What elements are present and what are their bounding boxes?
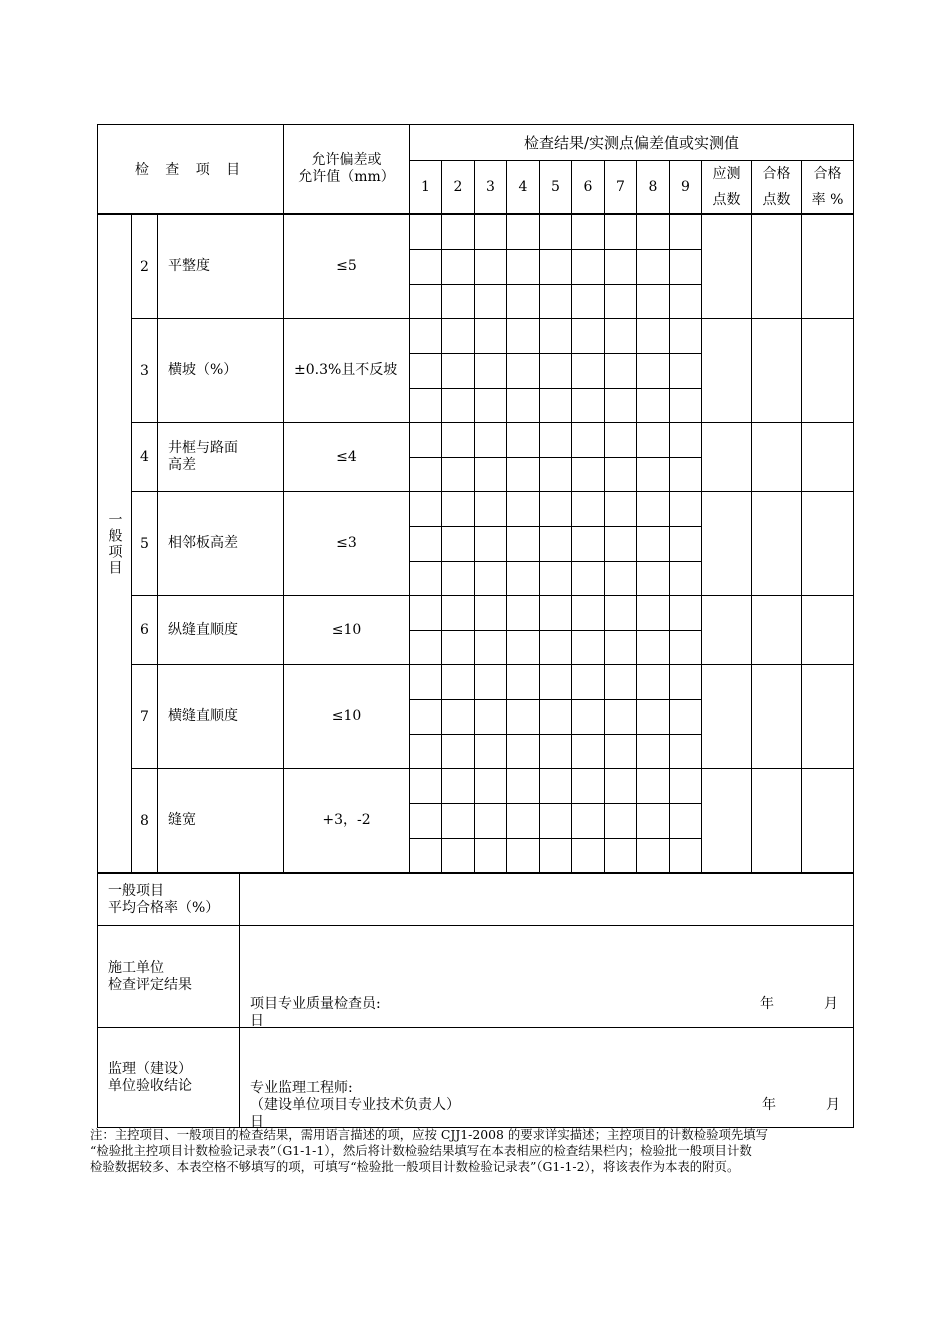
item-number: 5 [132,492,158,596]
measure-cell[interactable] [572,492,605,527]
pass-rate-cell[interactable] [802,665,854,769]
measure-cell[interactable] [670,492,702,527]
measure-cell[interactable] [637,665,670,700]
item-name: 横缝直顺度 [158,665,284,769]
pass-rate-cell[interactable] [802,596,854,665]
construction-day: 日 [250,1013,264,1029]
measure-cell[interactable] [410,769,442,804]
pass-rate-cell[interactable] [802,319,854,423]
avg-pass-rate-value[interactable] [240,874,854,926]
footnote-line2: “检验批主控项目计数检验记录表”（G1-1-1），然后将计数检验结果填写在本表相应的检查结果栏内；检验批一般项目计数 [90,1143,752,1158]
measure-cell[interactable] [605,458,637,492]
measure-cell[interactable] [507,839,540,873]
header-pass-points-l1: 合格 [762,166,791,182]
pass-points-cell[interactable] [752,492,802,596]
measure-cell[interactable] [605,596,637,631]
construction-year: 年 [760,996,774,1012]
measure-cell[interactable] [670,389,702,423]
construction-label-line2: 检查评定结果 [108,976,192,993]
header-should-points-l1: 应测 [712,166,741,182]
measure-cell[interactable] [410,389,442,423]
measure-cell[interactable] [540,769,572,804]
measure-cell[interactable] [507,631,540,665]
measure-cell[interactable] [605,354,637,389]
measure-cell[interactable] [670,285,702,319]
measure-cell[interactable] [410,458,442,492]
measure-cell[interactable] [410,804,442,839]
point-no: 7 [605,161,637,214]
measure-cell[interactable] [670,769,702,804]
item-tolerance: +3，-2 [284,769,410,873]
measure-cell[interactable] [572,319,605,354]
measure-cell[interactable] [540,596,572,631]
measure-cell[interactable] [572,423,605,458]
header-tolerance-line2: 允许值（mm） [298,169,395,185]
measure-cell[interactable] [507,665,540,700]
measure-cell[interactable] [572,215,605,250]
measure-cell[interactable] [410,250,442,285]
measure-cell[interactable] [442,285,475,319]
supervision-day: 日 [250,1114,264,1130]
measure-cell[interactable] [670,354,702,389]
measure-cell[interactable] [540,562,572,596]
inspection-table [97,124,854,214]
item-subrow [98,665,854,700]
measure-cell[interactable] [507,804,540,839]
measure-cell[interactable] [475,319,507,354]
measure-cell[interactable] [572,631,605,665]
header-tolerance [284,125,410,214]
measure-cell[interactable] [410,319,442,354]
header-inspect-item-text: 检 查 项 目 [134,162,247,178]
measure-cell[interactable] [605,700,637,735]
header-results: 检查结果/实测点偏差值或实测值 [410,125,854,161]
measure-cell[interactable] [670,562,702,596]
measure-cell[interactable] [540,285,572,319]
measure-cell[interactable] [637,804,670,839]
measure-cell[interactable] [410,354,442,389]
pass-rate-cell[interactable] [802,215,854,319]
measure-cell[interactable] [572,458,605,492]
measure-cell[interactable] [637,735,670,769]
measure-cell[interactable] [442,354,475,389]
item-name: 纵缝直顺度 [158,596,284,665]
measure-cell[interactable] [475,458,507,492]
measure-cell[interactable] [637,596,670,631]
item-subrow [98,596,854,631]
item-name: 井框与路面高差 [158,423,284,492]
measure-cell[interactable] [410,527,442,562]
measure-cell[interactable] [507,285,540,319]
measure-cell[interactable] [507,423,540,458]
pass-rate-cell[interactable] [802,769,854,873]
avg-pass-rate-row [98,874,854,926]
construction-row [98,926,854,1028]
measure-cell[interactable] [540,389,572,423]
item-tolerance: ±0.3%且不反坡 [284,319,410,423]
measure-cell[interactable] [475,700,507,735]
point-no: 4 [507,161,540,214]
should-points-cell[interactable] [702,596,752,665]
measure-cell[interactable] [442,665,475,700]
pass-points-cell[interactable] [752,596,802,665]
construction-inspector-label: 项目专业质量检查员: [250,996,381,1012]
measure-cell[interactable] [442,423,475,458]
measure-cell[interactable] [572,700,605,735]
measure-cell[interactable] [637,631,670,665]
header-pass-rate [802,161,854,214]
measure-cell[interactable] [507,319,540,354]
avg-label-line1: 一般项目 [108,882,164,899]
measure-cell[interactable] [442,215,475,250]
measure-cell[interactable] [442,562,475,596]
inspection-form [97,124,853,1128]
supervision-label-line2: 单位验收结论 [108,1077,192,1094]
measure-cell[interactable] [442,492,475,527]
measure-cell[interactable] [540,700,572,735]
item-name: 缝宽 [158,769,284,873]
measure-cell[interactable] [605,769,637,804]
header-should-points-l2: 点数 [712,192,741,208]
measure-cell[interactable] [572,596,605,631]
item-subrow [98,423,854,458]
should-points-cell[interactable] [702,492,752,596]
measure-cell[interactable] [410,596,442,631]
measure-cell[interactable] [507,389,540,423]
measure-cell[interactable] [475,354,507,389]
item-number: 4 [132,423,158,492]
measure-cell[interactable] [507,458,540,492]
supervision-result[interactable] [240,1028,854,1128]
measure-cell[interactable] [475,250,507,285]
measure-cell[interactable] [442,458,475,492]
category-cell [98,215,132,873]
supervision-label [98,1028,240,1128]
measure-cell[interactable] [605,527,637,562]
measure-cell[interactable] [540,665,572,700]
point-no: 1 [410,161,442,214]
item-tolerance: ≤4 [284,423,410,492]
measure-cell[interactable] [410,735,442,769]
header-should-points [702,161,752,214]
measure-cell[interactable] [637,458,670,492]
should-points-cell[interactable] [702,423,752,492]
measure-cell[interactable] [670,527,702,562]
measure-cell[interactable] [540,319,572,354]
construction-month: 月 [824,996,838,1012]
measure-cell[interactable] [572,527,605,562]
should-points-cell[interactable] [702,319,752,423]
item-name: 平整度 [158,215,284,319]
header-tolerance-line1: 允许偏差或 [311,152,382,168]
measure-cell[interactable] [605,735,637,769]
construction-label [98,926,240,1028]
measure-cell[interactable] [475,527,507,562]
measure-cell[interactable] [605,665,637,700]
point-no: 5 [540,161,572,214]
measure-cell[interactable] [507,769,540,804]
measure-cell[interactable] [670,735,702,769]
measure-cell[interactable] [442,839,475,873]
footnote-line1: 注：主控项目、一般项目的检查结果，需用语言描述的项，应按 CJJ1-2008 的要求详实描述；主控项目的计数检验项先填写 [90,1127,769,1142]
measure-cell[interactable] [670,804,702,839]
measure-cell[interactable] [475,215,507,250]
measure-cell[interactable] [475,562,507,596]
measure-cell[interactable] [572,285,605,319]
measure-cell[interactable] [540,527,572,562]
item-number: 2 [132,215,158,319]
pass-points-cell[interactable] [752,769,802,873]
point-no: 9 [670,161,702,214]
measure-cell[interactable] [442,769,475,804]
measure-cell[interactable] [540,215,572,250]
item-name: 相邻板高差 [158,492,284,596]
supervision-month: 月 [826,1097,840,1113]
measure-cell[interactable] [540,839,572,873]
measure-cell[interactable] [670,319,702,354]
measure-cell[interactable] [442,527,475,562]
measure-cell[interactable] [507,527,540,562]
measure-cell[interactable] [507,562,540,596]
measure-cell[interactable] [540,354,572,389]
measure-cell[interactable] [442,700,475,735]
header-pass-points-l2: 点数 [762,192,791,208]
measure-cell[interactable] [442,631,475,665]
construction-result[interactable] [240,926,854,1028]
measure-cell[interactable] [572,562,605,596]
measure-cell[interactable] [442,735,475,769]
measure-cell[interactable] [475,804,507,839]
footnote [90,1127,880,1175]
measure-cell[interactable] [637,492,670,527]
measure-cell[interactable] [605,285,637,319]
measure-cell[interactable] [442,389,475,423]
measure-cell[interactable] [475,423,507,458]
measure-cell[interactable] [442,596,475,631]
measure-cell[interactable] [670,631,702,665]
measure-cell[interactable] [605,250,637,285]
item-tolerance: ≤3 [284,492,410,596]
avg-pass-rate-label [98,874,240,926]
measure-cell[interactable] [605,492,637,527]
measure-cell[interactable] [670,423,702,458]
item-tolerance: ≤5 [284,215,410,319]
measure-cell[interactable] [540,423,572,458]
measure-cell[interactable] [670,250,702,285]
measure-cell[interactable] [572,735,605,769]
measure-cell[interactable] [540,631,572,665]
item-number: 7 [132,665,158,769]
header-pass-rate-l2: 率 % [811,192,844,208]
measure-cell[interactable] [637,319,670,354]
measure-cell[interactable] [410,665,442,700]
item-subrow [98,769,854,804]
measure-cell[interactable] [572,665,605,700]
measure-cell[interactable] [410,285,442,319]
measure-cell[interactable] [605,319,637,354]
item-subrow [98,215,854,250]
measure-cell[interactable] [507,215,540,250]
avg-label-line2: 平均合格率（%） [108,899,220,916]
item-number: 6 [132,596,158,665]
point-no: 8 [637,161,670,214]
measure-cell[interactable] [507,700,540,735]
footnote-line3: 检验数据较多、本表空格不够填写的项，可填写“检验批一般项目计数检验记录表”（G1-1-2），将该表作为本表的附页。 [90,1159,740,1174]
pass-rate-cell[interactable] [802,423,854,492]
supervision-engineer-label: 专业监理工程师: [250,1080,353,1096]
measure-cell[interactable] [410,423,442,458]
item-subrow [98,492,854,527]
measure-cell[interactable] [670,215,702,250]
measure-cell[interactable] [572,389,605,423]
measure-cell[interactable] [637,769,670,804]
measure-cell[interactable] [670,839,702,873]
measure-cell[interactable] [637,354,670,389]
measure-cell[interactable] [475,769,507,804]
measure-cell[interactable] [540,492,572,527]
measure-cell[interactable] [637,285,670,319]
measure-cell[interactable] [410,631,442,665]
measure-cell[interactable] [410,215,442,250]
measure-cell[interactable] [605,631,637,665]
measure-cell[interactable] [540,735,572,769]
measure-cell[interactable] [507,492,540,527]
pass-points-cell[interactable] [752,319,802,423]
measure-cell[interactable] [605,215,637,250]
items-table [97,214,854,873]
measure-cell[interactable] [507,354,540,389]
header-inspect-item [98,125,284,214]
measure-cell[interactable] [637,839,670,873]
pass-points-cell[interactable] [752,665,802,769]
point-no: 3 [475,161,507,214]
owner-tech-label: （建设单位项目专业技术负责人） [250,1097,460,1113]
measure-cell[interactable] [507,596,540,631]
measure-cell[interactable] [410,492,442,527]
measure-cell[interactable] [540,458,572,492]
measure-cell[interactable] [475,839,507,873]
supervision-year: 年 [762,1097,776,1113]
supervision-row [98,1028,854,1128]
category-label: 一般项目 [106,511,123,576]
measure-cell[interactable] [605,804,637,839]
measure-cell[interactable] [572,804,605,839]
item-tolerance: ≤10 [284,596,410,665]
item-name: 横坡（%） [158,319,284,423]
measure-cell[interactable] [605,839,637,873]
item-tolerance: ≤10 [284,665,410,769]
measure-cell[interactable] [637,250,670,285]
measure-cell[interactable] [670,596,702,631]
measure-cell[interactable] [572,354,605,389]
measure-cell[interactable] [572,839,605,873]
measure-cell[interactable] [637,527,670,562]
measure-cell[interactable] [475,631,507,665]
measure-cell[interactable] [605,423,637,458]
item-number: 8 [132,769,158,873]
construction-label-line1: 施工单位 [108,959,164,976]
measure-cell[interactable] [475,492,507,527]
measure-cell[interactable] [475,596,507,631]
measure-cell[interactable] [572,250,605,285]
should-points-cell[interactable] [702,769,752,873]
measure-cell[interactable] [572,769,605,804]
measure-cell[interactable] [410,839,442,873]
header-pass-points [752,161,802,214]
measure-cell[interactable] [475,389,507,423]
summary-table [97,873,854,1128]
should-points-cell[interactable] [702,215,752,319]
point-no: 6 [572,161,605,214]
measure-cell[interactable] [605,562,637,596]
measure-cell[interactable] [442,804,475,839]
measure-cell[interactable] [637,215,670,250]
measure-cell[interactable] [475,285,507,319]
item-subrow [98,319,854,354]
measure-cell[interactable] [507,735,540,769]
supervision-label-line1: 监理（建设） [108,1060,192,1077]
measure-cell[interactable] [410,562,442,596]
measure-cell[interactable] [442,319,475,354]
measure-cell[interactable] [637,423,670,458]
measure-cell[interactable] [507,250,540,285]
measure-cell[interactable] [670,665,702,700]
measure-cell[interactable] [540,250,572,285]
pass-rate-cell[interactable] [802,492,854,596]
pass-points-cell[interactable] [752,423,802,492]
measure-cell[interactable] [605,389,637,423]
should-points-cell[interactable] [702,665,752,769]
point-no: 2 [442,161,475,214]
pass-points-cell[interactable] [752,215,802,319]
measure-cell[interactable] [410,700,442,735]
measure-cell[interactable] [637,700,670,735]
header-pass-rate-l1: 合格 [813,166,842,182]
measure-cell[interactable] [670,458,702,492]
item-number: 3 [132,319,158,423]
measure-cell[interactable] [540,804,572,839]
measure-cell[interactable] [670,700,702,735]
measure-cell[interactable] [475,665,507,700]
measure-cell[interactable] [475,735,507,769]
measure-cell[interactable] [637,562,670,596]
measure-cell[interactable] [442,250,475,285]
measure-cell[interactable] [637,389,670,423]
